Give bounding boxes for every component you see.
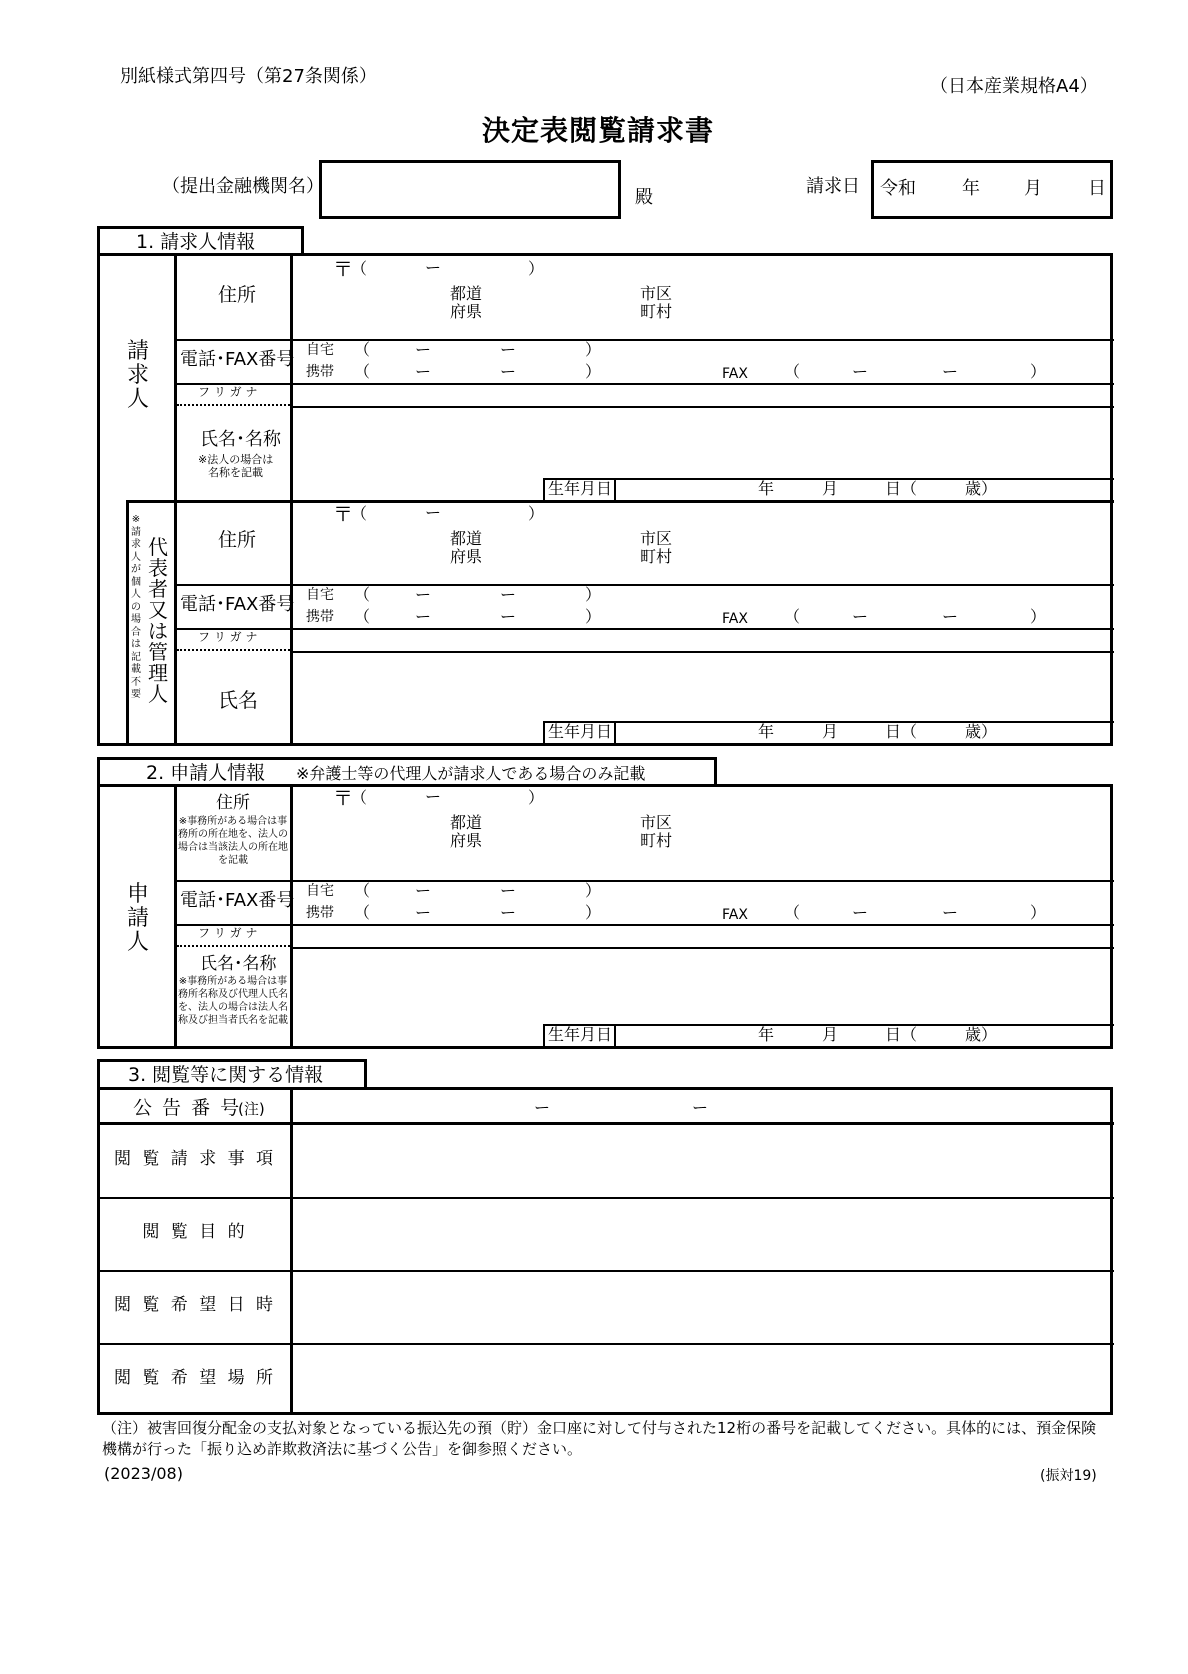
s1r-address-bottom — [174, 584, 1114, 586]
representative-label — [144, 537, 172, 705]
s1-tel-mobile-close: ） — [585, 362, 602, 381]
s2-addr-prefecture-2: 府県 — [450, 831, 483, 850]
s1-tel-mobile-dash-2: ー — [500, 362, 517, 381]
s1r-tel-fax-open: （ — [784, 607, 801, 626]
s1-corp-note-2: 名称を記載 — [208, 466, 263, 479]
s2-tel-fax-close: ） — [1030, 903, 1047, 922]
viewing-purpose-label: 閲 覧 目 的 — [142, 1222, 248, 1242]
s1-tel-fax-label: FAX — [722, 366, 748, 382]
representative-divider — [126, 500, 1114, 503]
s2-address-label: 住所 — [216, 793, 250, 813]
rep-label-char: 代 — [148, 535, 168, 559]
request-date-label: 請求日 — [806, 176, 860, 197]
s1r-birth-month: 月 — [822, 722, 839, 741]
s1-birth-divider — [614, 478, 616, 500]
s2-birth-label: 生年月日 — [548, 1025, 613, 1044]
s1r-tel-mobile-dash-1: ー — [415, 607, 432, 626]
applicant-side-char: 人 — [126, 930, 149, 956]
applicant-side-char: 請 — [126, 906, 149, 932]
s1r-addr-postal-mark: 〒 — [333, 502, 353, 526]
rep-label-char: 表 — [148, 556, 168, 580]
s1r-addr-prefecture-2: 府県 — [450, 547, 483, 566]
s2-tel-home-open: （ — [354, 881, 371, 900]
s1-tel-fax-close: ） — [1030, 362, 1047, 381]
s2-address-note: ※事務所がある場合は事務所の所在地を、法人の場合は当該法人の所在地を記載 — [178, 816, 288, 866]
s2-birth-month: 月 — [822, 1025, 839, 1044]
s1-birth-age: 歳） — [965, 479, 998, 498]
s2-addr-city-1: 市区 — [640, 813, 673, 832]
viewing-desired-datetime-field[interactable] — [293, 1271, 1114, 1342]
s1r-addr-postal-close: ） — [528, 504, 545, 523]
s1-tel-mobile-open: （ — [354, 362, 371, 381]
rep-label-char: 管 — [148, 640, 168, 664]
s2-addr-city-2: 町村 — [640, 831, 673, 850]
s1r-addr-city-1: 市区 — [640, 529, 673, 548]
s1r-tel-mobile-dash-2: ー — [500, 607, 517, 626]
s2-birth-day: 日（ — [885, 1025, 918, 1044]
s1-addr-postal-open: （ — [351, 259, 368, 278]
section1-heading: 1. 請求人情報 — [97, 226, 304, 256]
s2-tel-mobile-dash-2: ー — [500, 903, 517, 922]
s1-tel-home-label: 自宅 — [306, 342, 334, 358]
rep-label-char: 人 — [148, 682, 168, 706]
requester-side-char: 人 — [126, 387, 149, 413]
s1-tel-fax-dash-1: ー — [852, 362, 869, 381]
s1r-tel-fax-dash-2: ー — [942, 607, 959, 626]
viewing-desired-datetime-label: 閲 覧 希 望 日 時 — [113, 1295, 277, 1315]
s1-birth-year: 年 — [758, 479, 775, 498]
viewing-request-items-label: 閲 覧 請 求 事 項 — [113, 1149, 277, 1169]
s1-tel-home-dash-1: ー — [415, 340, 432, 359]
s1r-tel-home-open: （ — [354, 585, 371, 604]
rep-note-char: 請 — [131, 526, 141, 538]
s2-addr-postal-close: ） — [528, 788, 545, 807]
institution-label: （提出金融機関名） — [162, 176, 324, 197]
s1r-tel-fax-label: FAX — [722, 611, 748, 627]
s2-tel-home-dash-2: ー — [500, 881, 517, 900]
s2-name-note: ※事務所がある場合は事務所名称及び代理人氏名を、法人の場合は法人名称及び担当者氏名を記載 — [178, 976, 288, 1026]
s2-tel-fax-dash-1: ー — [852, 903, 869, 922]
section2-heading: 2. 申請人情報 ※弁護士等の代理人が請求人である場合のみ記載 — [97, 757, 717, 787]
s1-addr-postal-mark: 〒 — [333, 257, 353, 281]
s1-address-bottom — [174, 339, 1114, 341]
notice-dash-2: ー — [692, 1098, 709, 1117]
s1r-telfax-label: 電話･FAX番号 — [180, 594, 295, 615]
reiwa-label: 令和 — [880, 178, 916, 199]
rep-note-char: 個 — [131, 576, 141, 588]
s1-corp-note-1: ※法人の場合は — [198, 453, 274, 466]
s2-tel-mobile-dash-1: ー — [415, 903, 432, 922]
s2-addr-postal-open: （ — [351, 788, 368, 807]
form-reference: 別紙様式第四号（第27条関係） — [120, 66, 377, 87]
s1-furigana-bottom — [290, 406, 1114, 408]
s2-tel-home-dash-1: ー — [415, 881, 432, 900]
rep-label-char: 者 — [148, 577, 168, 601]
s2-tel-fax-open: （ — [784, 903, 801, 922]
rep-note-char: が — [131, 564, 141, 575]
s1r-birth-age: 歳） — [965, 722, 998, 741]
s2-birth-year: 年 — [758, 1025, 775, 1044]
requester-side-char: 請 — [126, 339, 149, 364]
s2-tel-mobile-label: 携帯 — [306, 905, 334, 921]
s2-telfax-label: 電話･FAX番号 — [180, 890, 295, 911]
viewing-request-items-field[interactable] — [293, 1125, 1114, 1196]
requester-side-char: 求 — [126, 363, 149, 389]
rep-note-char: 人 — [131, 551, 141, 563]
s2-addr-prefecture-1: 都道 — [450, 813, 483, 832]
s2-tel-fax-dash-2: ー — [942, 903, 959, 922]
s1-furigana-label: フ リ ガ ナ — [198, 385, 258, 399]
s1r-tel-fax-close: ） — [1030, 607, 1047, 626]
rep-note-char: ※ — [131, 514, 141, 525]
form-code: (振対19) — [1040, 1468, 1097, 1484]
s1r-furigana-label: フ リ ガ ナ — [198, 630, 258, 644]
s1-tel-fax-open: （ — [784, 362, 801, 381]
s2-furigana-bottom — [290, 947, 1114, 949]
rep-note-char: 載 — [131, 664, 141, 675]
footer-note: （注）被害回復分配金の支払対象となっている振込先の預（貯）金口座に対して付与された12桁の番号を記載してください。具体的には、預金保険機構が行った「振り込め詐欺救済法に基づく公告」を御参照ください。 — [102, 1419, 1097, 1458]
applicant-side-char: 申 — [126, 882, 149, 907]
s1-tel-home-dash-2: ー — [500, 340, 517, 359]
rep-label-char: 又 — [148, 598, 168, 622]
rep-note-char: 合 — [131, 626, 141, 638]
s1r-birth-day: 日（ — [885, 722, 918, 741]
applicant-label-divider — [290, 787, 293, 1046]
month-label: 月 — [1024, 178, 1042, 199]
request-date-field[interactable] — [871, 160, 1113, 219]
rep-label-char: は — [148, 619, 168, 643]
s2-name-label: 氏名･名称 — [200, 954, 277, 974]
representative-note — [129, 514, 143, 702]
rep-note-char: 場 — [131, 614, 141, 625]
s1r-tel-home-dash-1: ー — [415, 585, 432, 604]
dono-label: 殿 — [635, 187, 653, 208]
s1-telfax-label: 電話･FAX番号 — [180, 349, 295, 370]
s2-birth-divider — [614, 1024, 616, 1046]
s1r-addr-postal-dash: ー — [425, 503, 442, 522]
s1r-birth-divider — [614, 721, 616, 743]
s2-tel-fax-label: FAX — [722, 907, 748, 923]
s2-addr-postal-mark: 〒 — [333, 786, 353, 810]
rep-label-char: 理 — [148, 661, 168, 685]
s2-birth-age: 歳） — [965, 1025, 998, 1044]
s1-name-label: 氏名･名称 — [200, 429, 281, 450]
s1-addr-postal-close: ） — [528, 259, 545, 278]
s1r-tel-home-dash-2: ー — [500, 585, 517, 604]
s2-tel-bottom — [174, 924, 1114, 926]
s1r-tel-fax-dash-1: ー — [852, 607, 869, 626]
viewing-desired-place-field[interactable] — [293, 1344, 1114, 1415]
rep-note-char: の — [131, 601, 141, 613]
s1-tel-mobile-label: 携帯 — [306, 364, 334, 380]
notice-number-label: 公 告 番 号 — [133, 1097, 242, 1119]
rep-note-char: は — [131, 639, 141, 650]
s2-tel-home-label: 自宅 — [306, 883, 334, 899]
s1-addr-prefecture-1: 都道 — [450, 284, 483, 303]
s2-address-bottom — [174, 880, 1114, 882]
rep-note-char: 不 — [131, 676, 141, 688]
section3-heading: 3. 閲覧等に関する情報 — [97, 1059, 367, 1089]
s1r-tel-home-close: ） — [585, 585, 602, 604]
s2-addr-postal-dash: ー — [425, 787, 442, 806]
s1r-tel-home-label: 自宅 — [306, 587, 334, 603]
paper-size-note: （日本産業規格A4） — [930, 76, 1098, 97]
s1r-birth-label: 生年月日 — [548, 722, 613, 741]
s1r-tel-mobile-close: ） — [585, 607, 602, 626]
s2-tel-mobile-close: ） — [585, 903, 602, 922]
page-title: 決定表閲覧請求書 — [482, 114, 715, 147]
s1r-tel-mobile-label: 携帯 — [306, 609, 334, 625]
s1-tel-home-open: （ — [354, 340, 371, 359]
applicant-section — [97, 784, 1113, 1049]
s2-tel-home-close: ） — [585, 881, 602, 900]
s1-birth-label: 生年月日 — [548, 479, 613, 498]
s1-address-label: 住所 — [218, 284, 257, 306]
s1r-tel-bottom — [174, 628, 1114, 630]
s1r-tel-mobile-open: （ — [354, 607, 371, 626]
requester-side-label — [108, 340, 168, 413]
s1r-furigana-bottom — [290, 651, 1114, 653]
s1r-addr-prefecture-1: 都道 — [450, 529, 483, 548]
notice-dash-1: ー — [534, 1098, 551, 1117]
s2-furigana-label: フ リ ガ ナ — [198, 926, 258, 940]
institution-name-field[interactable] — [319, 160, 621, 219]
s1-tel-home-close: ） — [585, 340, 602, 359]
version-label: (2023/08) — [104, 1464, 183, 1483]
rep-col-divider — [174, 500, 177, 743]
applicant-side-label — [108, 883, 168, 956]
s1-tel-mobile-dash-1: ー — [415, 362, 432, 381]
notice-number-suffix: (注) — [238, 1100, 265, 1118]
s1-birth-month: 月 — [822, 479, 839, 498]
rep-note-char: 記 — [131, 651, 141, 663]
s1r-birth-year: 年 — [758, 722, 775, 741]
s1-tel-bottom — [174, 383, 1114, 385]
day-label: 日 — [1088, 178, 1106, 199]
s2-tel-mobile-open: （ — [354, 903, 371, 922]
viewing-purpose-field[interactable] — [293, 1198, 1114, 1269]
s1-tel-fax-dash-2: ー — [942, 362, 959, 381]
s1-addr-city-2: 町村 — [640, 302, 673, 321]
s1-addr-postal-dash: ー — [425, 258, 442, 277]
s1r-name-label: 氏名 — [218, 688, 258, 712]
s1-birth-day: 日（ — [885, 479, 918, 498]
viewing-desired-place-label: 閲 覧 希 望 場 所 — [113, 1368, 277, 1388]
s1r-addr-postal-open: （ — [351, 504, 368, 523]
s1-addr-city-1: 市区 — [640, 284, 673, 303]
rep-note-char: 人 — [131, 589, 141, 600]
requester-section — [97, 253, 1113, 746]
viewing-info-section — [97, 1087, 1113, 1415]
rep-note-char: 要 — [131, 689, 141, 700]
year-label: 年 — [962, 178, 980, 199]
s1r-address-label: 住所 — [218, 529, 257, 551]
s1r-addr-city-2: 町村 — [640, 547, 673, 566]
rep-note-char: 求 — [131, 539, 141, 550]
s1-addr-prefecture-2: 府県 — [450, 302, 483, 321]
